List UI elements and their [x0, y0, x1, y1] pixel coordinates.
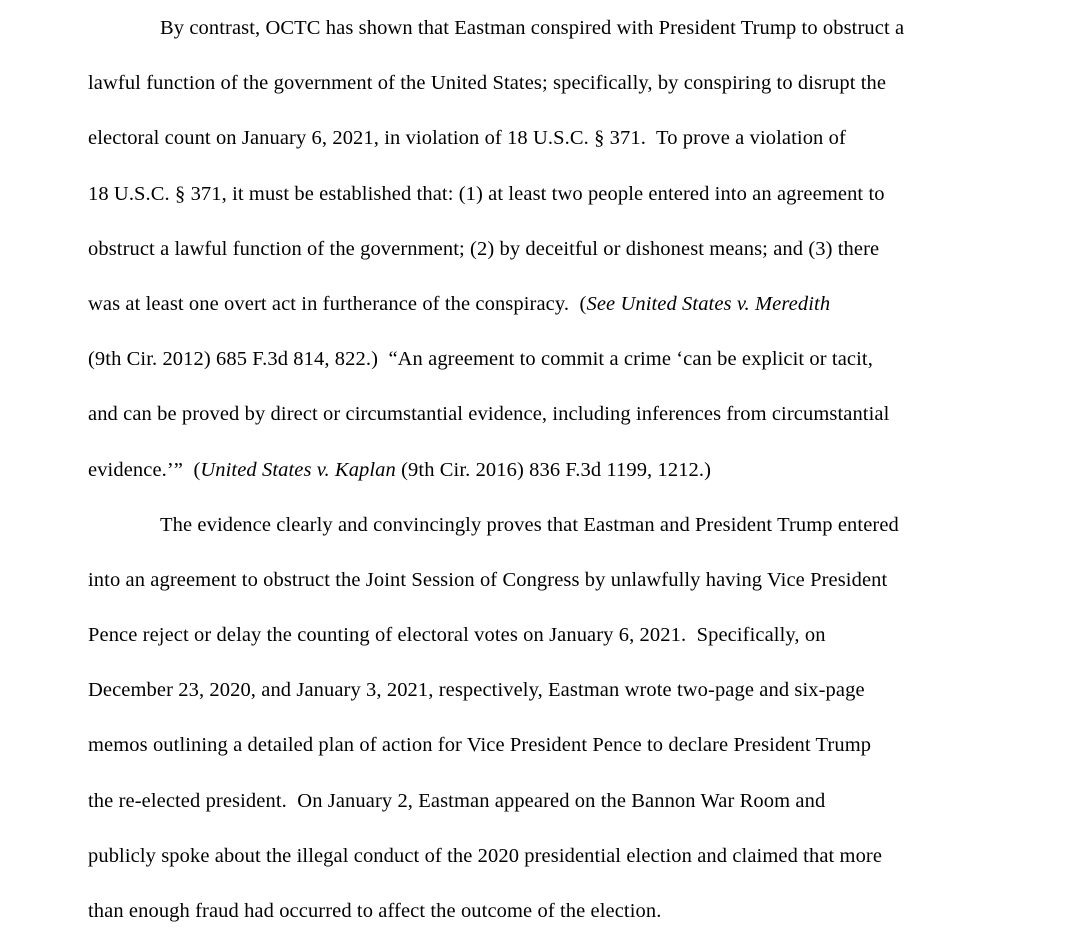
text-run: was at least one overt act in furtherance of the conspiracy. ( — [88, 292, 587, 315]
text-line — [88, 498, 1064, 553]
text-run: (9th Cir. 2016) 836 F.3d 1199, 1212.) — [395, 458, 712, 481]
text-line — [88, 56, 1064, 111]
text-run: Pence reject or delay the counting of electoral votes on January 6, 2021. Specifically, on — [88, 624, 826, 647]
text-line — [88, 167, 1064, 222]
text-run: obstruct a lawful function of the government; (2) by deceitful or dishonest means; and (3) there — [88, 237, 880, 260]
text-line — [88, 608, 1064, 663]
text-line — [88, 111, 1064, 166]
text-line — [88, 277, 1064, 332]
document-body — [0, 1, 1084, 936]
text-line — [88, 1, 1064, 56]
text-run: evidence.’” ( — [88, 458, 201, 481]
text-run: December 23, 2020, and January 3, 2021, respectively, Eastman wrote two-page and six-page — [88, 679, 865, 702]
text-line — [88, 718, 1064, 773]
text-run: (9th Cir. 2012) 685 F.3d 814, 822.) “An agreement to commit a crime ‘can be explicit or tacit, — [88, 348, 873, 371]
text-run: publicly spoke about the illegal conduct of the 2020 presidential election and claimed that more — [88, 844, 883, 867]
text-line — [88, 884, 1064, 936]
text-run: than enough fraud had occurred to affect the outcome of the election. — [88, 900, 662, 922]
text-line — [88, 663, 1064, 718]
case-citation: See United States v. Meredith — [586, 292, 831, 315]
text-line — [88, 222, 1064, 277]
text-run: lawful function of the government of the United States; specifically, by conspiring to disrupt the — [88, 72, 887, 95]
text-run: By contrast, OCTC has shown that Eastman conspired with President Trump to obstruct a — [160, 17, 905, 39]
text-run: 18 U.S.C. § 371, it must be established that: (1) at least two people entered into an agreement to — [88, 182, 885, 205]
text-line — [88, 332, 1064, 387]
text-line — [88, 387, 1064, 442]
paragraph-1 — [88, 1, 1064, 498]
text-line — [88, 443, 1064, 498]
text-run: electoral count on January 6, 2021, in violation of 18 U.S.C. § 371. To prove a violation of — [88, 127, 846, 150]
text-line — [88, 829, 1064, 884]
text-run: into an agreement to obstruct the Joint Session of Congress by unlawfully having Vice President — [88, 568, 888, 591]
text-line — [88, 553, 1064, 608]
text-run: memos outlining a detailed plan of action for Vice President Pence to declare President Trump — [88, 734, 872, 757]
text-line — [88, 774, 1064, 829]
text-run: The evidence clearly and convincingly proves that Eastman and President Trump entered — [160, 513, 899, 536]
text-run: the re-elected president. On January 2, Eastman appeared on the Bannon War Room and — [88, 789, 826, 812]
case-citation: United States v. Kaplan — [200, 458, 396, 481]
text-run: and can be proved by direct or circumstantial evidence, including inferences from circumstantial — [88, 403, 890, 426]
paragraph-2 — [88, 498, 1064, 936]
